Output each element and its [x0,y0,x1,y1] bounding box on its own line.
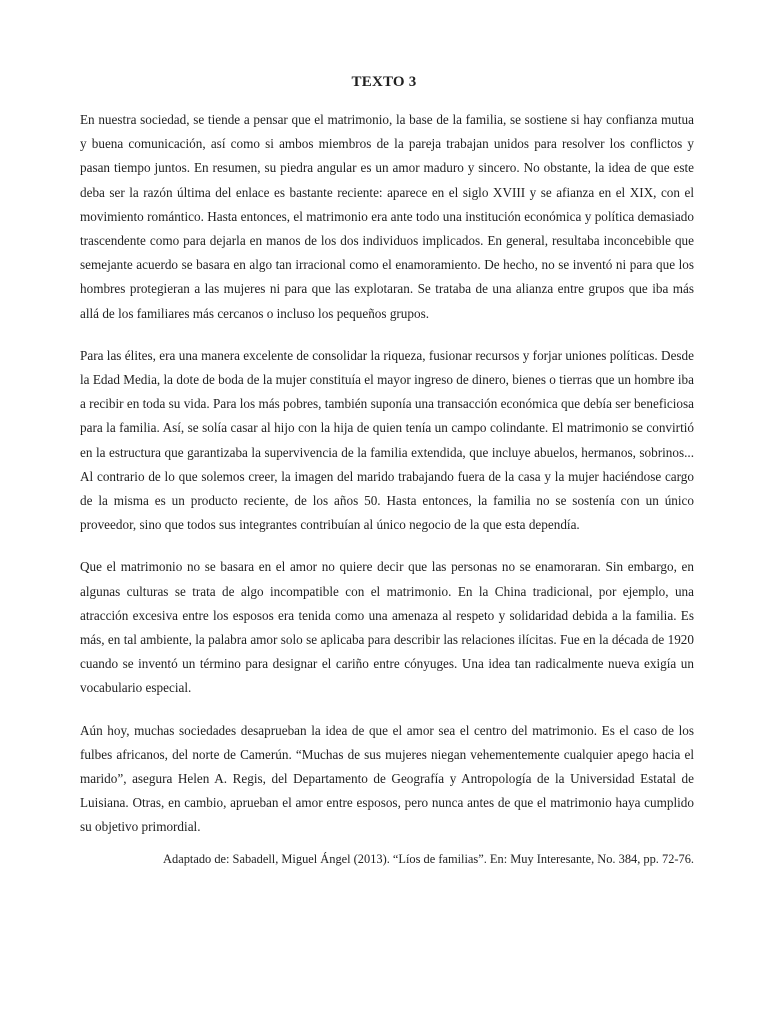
paragraph-1: En nuestra sociedad, se tiende a pensar que el matrimonio, la base de la familia, se sostiene si hay confianza mutua y buena comunicación, así como si ambos miembros de la pareja trabajan unidos para resolver los conflictos y pasan tiempo juntos. En resumen, su piedra angular es un amor maduro y sincero. No obstante, la idea de que este deba ser la razón última del enlace es bastante reciente: aparece en el siglo XVIII y se afianza en el XIX, con el movimiento romántico. Hasta entonces, el matrimonio era ante todo una institución económica y política demasiado trascendente como para dejarla en manos de los dos individuos implicados. En general, resultaba inconcebible que semejante acuerdo se basara en algo tan irracional como el enamoramiento. De hecho, no se inventó ni para que los hombres protegieran a las mujeres ni para que las explotaran. Se trataba de una alianza entre grupos que iba más allá de los familiares más cercanos o incluso los pequeños grupos. [80,112,694,321]
document-title: TEXTO 3 [351,74,417,90]
paragraph-2: Para las élites, era una manera excelente de consolidar la riqueza, fusionar recursos y forjar uniones políticas. Desde la Edad Media, la dote de boda de la mujer constituía el mayor ingreso de dinero, bienes o tierras que un hombre iba a recibir en toda su vida. Para los más pobres, también suponía una transacción económica que debía ser beneficiosa para la familia. Así, se solía casar al hijo con la hija de quien tenía un campo colindante. El matrimonio se convirtió en la estructura que garantizaba la supervivencia de la familia extendida, que incluye abuelos, hermanos, sobrinos... Al contrario de lo que solemos creer, la imagen del marido trabajando fuera de la casa y la mujer haciéndose cargo de la misma es un producto reciente, de los años 50. Hasta entonces, la familia no se sostenía con un único proveedor, sino que todos sus integrantes contribuían al único negocio de la que esta dependía. [80,347,694,533]
paragraph-3: Que el matrimonio no se basara en el amor no quiere decir que las personas no se enamoraran. Sin embargo, en algunas culturas se trata de algo incompatible con el matrimonio. En la China tradicional, por ejemplo, una atracción excesiva entre los esposos era tenida como una amenaza al respeto y solidaridad debida a la familia. Es más, en tal ambiente, la palabra amor solo se aplicaba para describir las relaciones ilícitas. Fue en la década de 1920 cuando se inventó un término para designar el cariño entre cónyuges. Una idea tan radicalmente nueva exigía un vocabulario especial. [80,559,694,696]
document-body [80,108,694,868]
paragraph-4: Aún hoy, muchas sociedades desaprueban la idea de que el amor sea el centro del matrimonio. Es el caso de los fulbes africanos, del norte de Camerún. “Muchas de sus mujeres niegan vehementemente cualquier apego hacia el marido”, asegura Helen A. Regis, del Departamento de Geografía y Antropología de la Universidad Estatal de Luisiana. Otras, en cambio, aprueban el amor entre esposos, pero nunca antes de que el matrimonio haya cumplido su objetivo primordial. [80,722,694,835]
source-citation: Adaptado de: Sabadell, Miguel Ángel (2013). “Líos de familias”. En: Muy Interesante, No. 384, pp. 72-76. [163,851,694,866]
